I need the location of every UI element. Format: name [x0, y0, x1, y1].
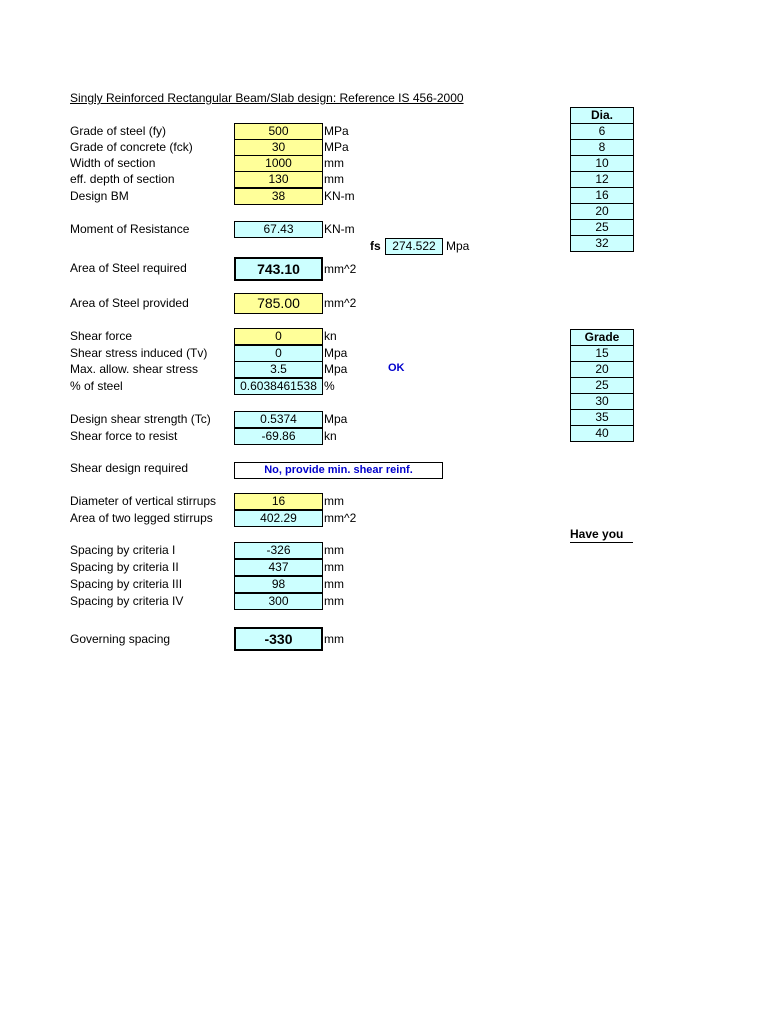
resist-unit: kn: [324, 429, 337, 443]
width-input[interactable]: 1000: [234, 155, 323, 172]
shear-induced-label: Shear stress induced (Tv): [70, 346, 208, 360]
fck-unit: MPa: [324, 140, 349, 154]
dia-cell[interactable]: 12: [570, 172, 634, 188]
steel-provided-unit: mm^2: [324, 296, 357, 310]
dia-table: [570, 107, 632, 252]
bm-label: Design BM: [70, 189, 129, 203]
side-note: Have you: [570, 526, 633, 543]
governing-value: -330: [234, 627, 323, 651]
steel-provided-input[interactable]: 785.00: [234, 293, 323, 314]
width-unit: mm: [324, 156, 344, 170]
stirrup-dia-input[interactable]: 16: [234, 493, 323, 510]
spacing-c2-unit: mm: [324, 560, 344, 574]
design-required-value: No, provide min. shear reinf.: [234, 462, 443, 479]
depth-input[interactable]: 130: [234, 171, 323, 188]
bm-unit: KN-m: [324, 189, 355, 203]
tc-value: 0.5374: [234, 411, 323, 428]
dia-cell[interactable]: 32: [570, 236, 634, 252]
spacing-c1-unit: mm: [324, 543, 344, 557]
stirrup-area-value: 402.29: [234, 510, 323, 527]
shear-force-unit: kn: [324, 329, 337, 343]
grade-header: Grade: [570, 329, 634, 346]
dia-cell[interactable]: 8: [570, 140, 634, 156]
depth-unit: mm: [324, 172, 344, 186]
grade-cell[interactable]: 25: [570, 378, 634, 394]
dia-cell[interactable]: 25: [570, 220, 634, 236]
resist-label: Shear force to resist: [70, 429, 178, 443]
depth-label: eff. depth of section: [70, 172, 175, 186]
grade-table: [570, 329, 632, 442]
stirrup-area-label: Area of two legged stirrups: [70, 511, 213, 525]
fy-input[interactable]: 500: [234, 123, 323, 140]
grade-cell[interactable]: 35: [570, 410, 634, 426]
max-allow-label: Max. allow. shear stress: [70, 362, 199, 376]
shear-induced-value: 0: [234, 345, 323, 362]
steel-required-label: Area of Steel required: [70, 261, 187, 275]
max-allow-value: 3.5: [234, 361, 323, 378]
spacing-c4-value: 300: [234, 593, 323, 610]
sheet-title: Singly Reinforced Rectangular Beam/Slab design: Reference IS 456-2000: [70, 91, 464, 105]
dia-cell[interactable]: 10: [570, 156, 634, 172]
pct-steel-value: 0.6038461538: [234, 378, 323, 395]
spacing-c3-unit: mm: [324, 577, 344, 591]
spacing-c4-label: Spacing by criteria IV: [70, 594, 184, 608]
moment-unit: KN-m: [324, 222, 355, 236]
moment-label: Moment of Resistance: [70, 222, 190, 236]
steel-required-unit: mm^2: [324, 262, 357, 276]
tc-label: Design shear strength (Tc): [70, 412, 211, 426]
spacing-c1-value: -326: [234, 542, 323, 559]
stirrup-dia-unit: mm: [324, 494, 344, 508]
shear-induced-unit: Mpa: [324, 346, 348, 360]
bm-input[interactable]: 38: [234, 188, 323, 205]
steel-provided-label: Area of Steel provided: [70, 296, 189, 310]
dia-cell[interactable]: 16: [570, 188, 634, 204]
dia-cell[interactable]: 6: [570, 124, 634, 140]
tc-unit: Mpa: [324, 412, 348, 426]
stirrup-area-unit: mm^2: [324, 511, 357, 525]
max-allow-unit: Mpa: [324, 362, 348, 376]
fck-label: Grade of concrete (fck): [70, 140, 193, 154]
fs-label: fs: [370, 239, 381, 253]
shear-status-ok: OK: [388, 362, 405, 374]
governing-label: Governing spacing: [70, 632, 171, 646]
width-label: Width of section: [70, 156, 156, 170]
grade-cell[interactable]: 20: [570, 362, 634, 378]
grade-cell[interactable]: 30: [570, 394, 634, 410]
pct-steel-label: % of steel: [70, 379, 123, 393]
fck-input[interactable]: 30: [234, 139, 323, 156]
steel-required-value: 743.10: [234, 257, 323, 281]
shear-force-label: Shear force: [70, 329, 133, 343]
spacing-c1-label: Spacing by criteria I: [70, 543, 176, 557]
fy-label: Grade of steel (fy): [70, 124, 167, 138]
spacing-c4-unit: mm: [324, 594, 344, 608]
resist-value: -69.86: [234, 428, 323, 445]
design-required-label: Shear design required: [70, 461, 189, 475]
stirrup-dia-label: Diameter of vertical stirrups: [70, 494, 217, 508]
governing-unit: mm: [324, 632, 344, 646]
spacing-c2-value: 437: [234, 559, 323, 576]
dia-header: Dia.: [570, 107, 634, 124]
spacing-c3-value: 98: [234, 576, 323, 593]
spacing-c3-label: Spacing by criteria III: [70, 577, 183, 591]
fs-value: 274.522: [385, 238, 443, 255]
grade-cell[interactable]: 15: [570, 346, 634, 362]
fs-unit: Mpa: [446, 239, 470, 253]
pct-steel-unit: %: [324, 379, 335, 393]
spacing-c2-label: Spacing by criteria II: [70, 560, 179, 574]
dia-cell[interactable]: 20: [570, 204, 634, 220]
grade-cell[interactable]: 40: [570, 426, 634, 442]
fy-unit: MPa: [324, 124, 349, 138]
shear-force-input[interactable]: 0: [234, 328, 323, 345]
moment-value: 67.43: [234, 221, 323, 238]
